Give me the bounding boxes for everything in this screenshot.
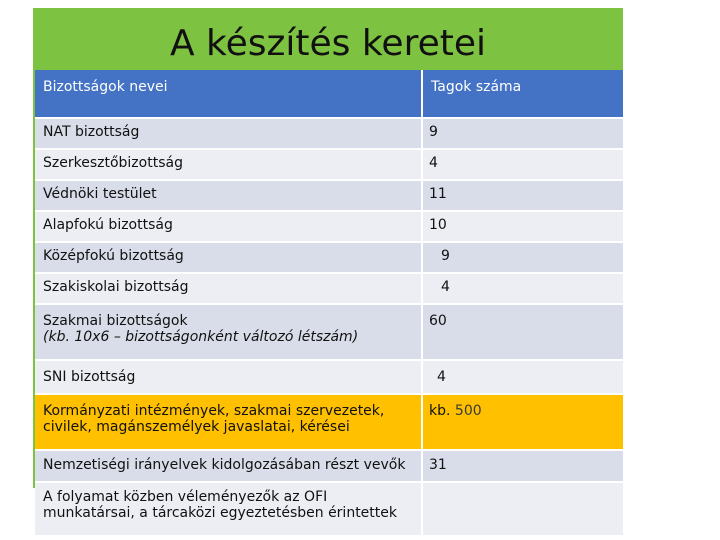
committee-name-line: munkatársai, a tárcaközi egyeztetésben érintettek — [43, 505, 397, 521]
header-member-count: Tagok száma — [422, 70, 624, 118]
committee-name: Védnöki testület — [35, 180, 422, 211]
member-count: 9 — [422, 118, 624, 149]
member-count: 11 — [422, 180, 624, 211]
committee-name: Szerkesztőbizottság — [35, 149, 422, 180]
member-count: 31 — [422, 450, 624, 482]
member-count: 4 — [422, 149, 624, 180]
committee-name: Alapfokú bizottság — [35, 211, 422, 242]
table-row — [35, 273, 624, 304]
table-row — [35, 304, 624, 360]
table-row — [35, 360, 624, 394]
committee-name-line: Kormányzati intézmények, szakmai szervezetek, — [43, 403, 385, 419]
committee-name-cell — [35, 394, 422, 450]
value-prefix: kb. — [429, 403, 451, 419]
member-count: 9 — [422, 242, 624, 273]
member-count — [422, 482, 624, 536]
member-count-cell — [422, 394, 624, 450]
member-count: 60 — [422, 304, 624, 360]
committee-name-line: A folyamat közben véleményezők az OFI — [43, 489, 328, 505]
page-title: A készítés keretei — [169, 23, 487, 64]
committee-name: NAT bizottság — [35, 118, 422, 149]
committee-name: Nemzetiségi irányelvek kidolgozásában részt vevők — [35, 450, 422, 482]
committee-name-cell — [35, 304, 422, 360]
table-row — [35, 242, 624, 273]
table-row — [35, 118, 624, 149]
committee-name: Szakmai bizottságok — [43, 313, 188, 329]
committee-note: (kb. 10x6 – bizottságonként változó létszám) — [43, 329, 359, 345]
table-row — [35, 450, 624, 482]
member-count: 10 — [422, 211, 624, 242]
table-row-highlight — [35, 394, 624, 450]
committee-name: Szakiskolai bizottság — [35, 273, 422, 304]
member-count: 4 — [422, 360, 624, 394]
member-count: 4 — [422, 273, 624, 304]
committee-name: Középfokú bizottság — [35, 242, 422, 273]
table-header-row — [35, 70, 624, 118]
table-row — [35, 149, 624, 180]
committee-name: SNI bizottság — [35, 360, 422, 394]
member-count: 500 — [454, 403, 482, 419]
committee-name-cell — [35, 482, 422, 536]
table-row — [35, 211, 624, 242]
committee-table — [35, 70, 625, 537]
table-row — [35, 482, 624, 536]
committee-name-line: civilek, magánszemélyek javaslatai, kérései — [43, 419, 350, 435]
table-row — [35, 180, 624, 211]
header-committee-names: Bizottságok nevei — [35, 70, 422, 118]
